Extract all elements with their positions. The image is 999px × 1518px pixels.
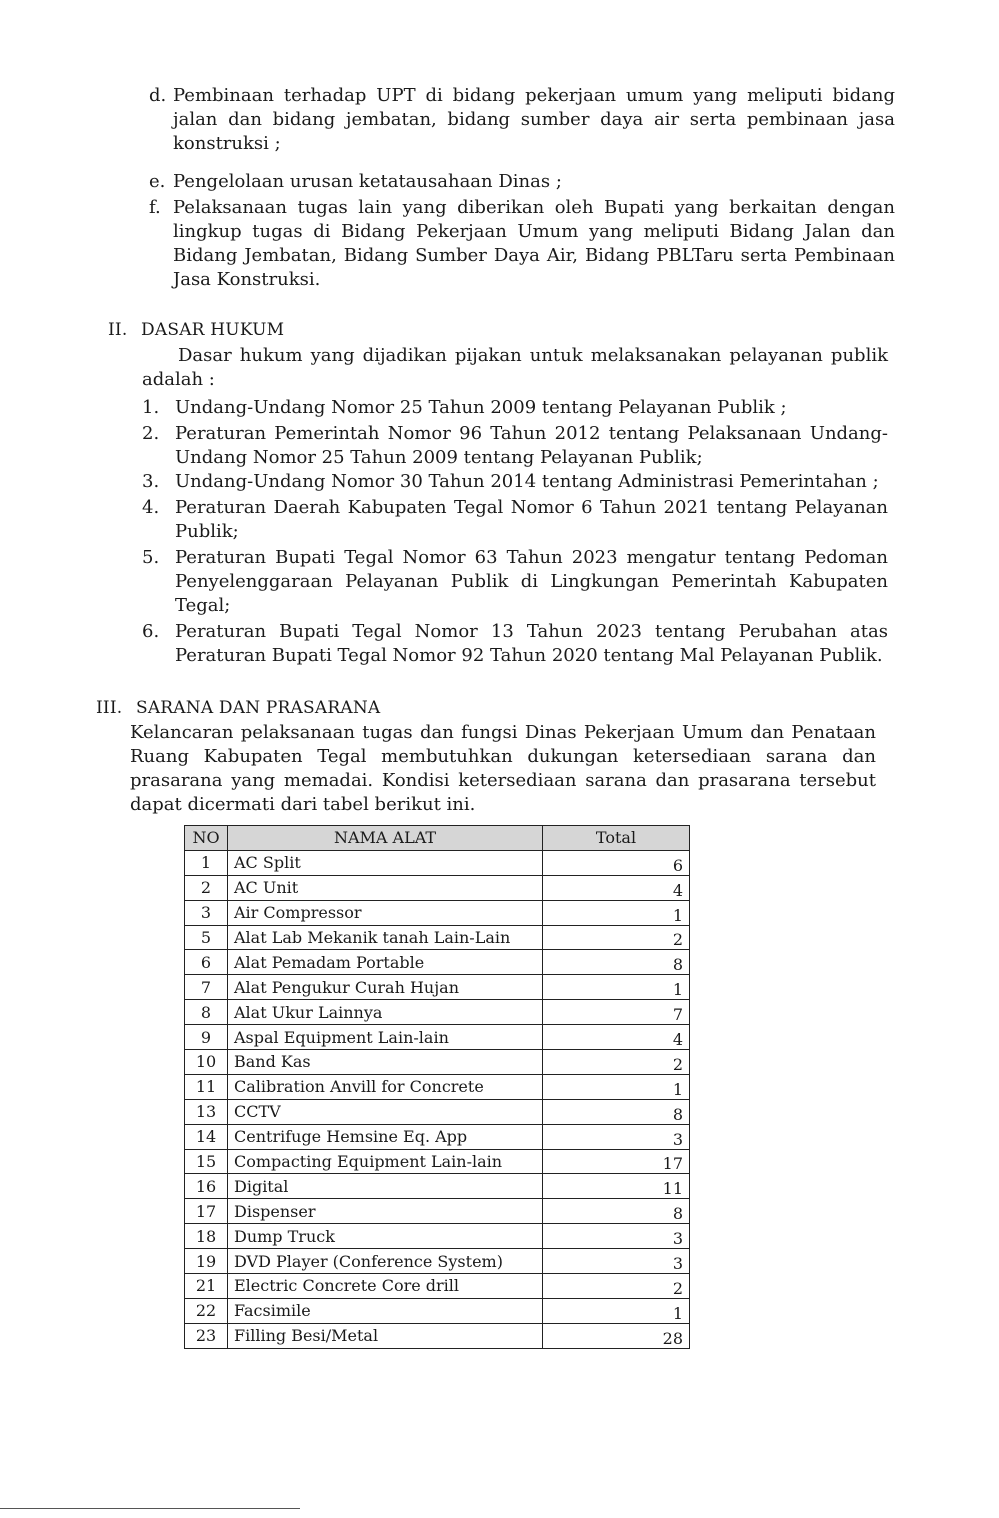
- cell-nama-alat: Dump Truck: [228, 1224, 543, 1249]
- cell-no: 13: [185, 1099, 228, 1124]
- list-item-text: Pelaksanaan tugas lain yang diberikan oleh Bupati yang berkaitan dengan lingkup tugas di Bidang Pekerjaan Umum yang meliputi Bidang Jalan dan Bidang Jembatan, Bidang Sumber Daya Air, Bidang PBLTaru serta Pembinaan Jasa Konstruksi.: [173, 197, 895, 290]
- section-title: SARANA DAN PRASARANA: [135, 698, 381, 718]
- cell-no: 11: [185, 1074, 228, 1099]
- cell-no: 1: [185, 850, 228, 875]
- table-row: [185, 1124, 690, 1149]
- cell-nama-alat: AC Unit: [228, 875, 543, 900]
- cell-total: 2: [543, 925, 690, 950]
- table-row: [185, 1050, 690, 1075]
- cell-no: 3: [185, 900, 228, 925]
- cell-no: 15: [185, 1149, 228, 1174]
- section-intro: Dasar hukum yang dijadikan pijakan untuk melaksanakan pelayanan publik adalah :: [142, 345, 888, 390]
- section-intro: Kelancaran pelaksanaan tugas dan fungsi Dinas Pekerjaan Umum dan Penataan Ruang Kabupaten Tegal membutuhkan dukungan ketersediaan sarana dan prasarana yang memadai. Kondisi ketersediaan sarana dan prasarana tersebut dapat dicermati dari tabel berikut ini.: [130, 722, 876, 815]
- cell-no: 23: [185, 1323, 228, 1348]
- cell-nama-alat: Centrifuge Hemsine Eq. App: [228, 1124, 543, 1149]
- cell-total: 4: [543, 1025, 690, 1050]
- cell-total: 1: [543, 1298, 690, 1323]
- footer-rule: [0, 1508, 300, 1509]
- legal-basis-item-6: [142, 620, 888, 668]
- cell-no: 16: [185, 1174, 228, 1199]
- header-total: Total: [543, 826, 690, 851]
- cell-nama-alat: Filling Besi/Metal: [228, 1323, 543, 1348]
- cell-nama-alat: Alat Pemadam Portable: [228, 950, 543, 975]
- cell-total: 7: [543, 1000, 690, 1025]
- table-header-row: [185, 826, 690, 851]
- cell-total: 8: [543, 1199, 690, 1224]
- cell-no: 8: [185, 1000, 228, 1025]
- cell-total: 3: [543, 1124, 690, 1149]
- list-item-text: Pembinaan terhadap UPT di bidang pekerjaan umum yang meliputi bidang jalan dan bidang jembatan, bidang sumber daya air serta pembinaan jasa konstruksi ;: [173, 85, 895, 154]
- section-title: DASAR HUKUM: [141, 320, 285, 340]
- cell-total: 6: [543, 850, 690, 875]
- cell-nama-alat: Band Kas: [228, 1050, 543, 1075]
- list-marker: 2.: [142, 423, 160, 444]
- cell-total: 8: [543, 950, 690, 975]
- table-row: [185, 1000, 690, 1025]
- cell-nama-alat: Alat Pengukur Curah Hujan: [228, 975, 543, 1000]
- cell-nama-alat: CCTV: [228, 1099, 543, 1124]
- table-row: [185, 950, 690, 975]
- section-number: III.: [96, 698, 123, 718]
- table-row: [185, 1074, 690, 1099]
- table-row: [185, 1199, 690, 1224]
- legal-basis-item-4: [142, 496, 888, 544]
- cell-no: 18: [185, 1224, 228, 1249]
- list-marker: f.: [149, 197, 161, 218]
- list-marker: 4.: [142, 497, 160, 518]
- cell-total: 1: [543, 975, 690, 1000]
- cell-no: 7: [185, 975, 228, 1000]
- list-item-f: [149, 196, 895, 292]
- header-no: NO: [185, 826, 228, 851]
- table-row: [185, 925, 690, 950]
- table-row: [185, 1224, 690, 1249]
- equipment-table: [184, 825, 690, 1349]
- table-row: [185, 875, 690, 900]
- cell-no: 2: [185, 875, 228, 900]
- table-row: [185, 1099, 690, 1124]
- table-row: [185, 1298, 690, 1323]
- cell-nama-alat: Alat Lab Mekanik tanah Lain-Lain: [228, 925, 543, 950]
- cell-nama-alat: Facsimile: [228, 1298, 543, 1323]
- cell-nama-alat: Electric Concrete Core drill: [228, 1274, 543, 1299]
- cell-no: 9: [185, 1025, 228, 1050]
- table-row: [185, 850, 690, 875]
- list-marker: 6.: [142, 621, 160, 642]
- list-item-text: Undang-Undang Nomor 25 Tahun 2009 tentang Pelayanan Publik ;: [175, 397, 787, 418]
- cell-nama-alat: DVD Player (Conference System): [228, 1249, 543, 1274]
- section-heading-ii: [108, 318, 284, 342]
- table-row: [185, 975, 690, 1000]
- cell-total: 4: [543, 875, 690, 900]
- legal-basis-item-1: [142, 396, 888, 420]
- cell-total: 3: [543, 1224, 690, 1249]
- legal-basis-item-3: [142, 470, 888, 494]
- list-marker: 3.: [142, 471, 160, 492]
- list-item-text: Peraturan Daerah Kabupaten Tegal Nomor 6 Tahun 2021 tentang Pelayanan Publik;: [175, 497, 888, 542]
- section-heading-iii: [96, 696, 380, 720]
- list-item-d: [149, 84, 895, 156]
- cell-no: 17: [185, 1199, 228, 1224]
- cell-no: 5: [185, 925, 228, 950]
- cell-nama-alat: Compacting Equipment Lain-lain: [228, 1149, 543, 1174]
- header-nama-alat: NAMA ALAT: [228, 826, 543, 851]
- list-marker: 5.: [142, 547, 160, 568]
- cell-total: 2: [543, 1274, 690, 1299]
- cell-no: 19: [185, 1249, 228, 1274]
- cell-no: 21: [185, 1274, 228, 1299]
- table-row: [185, 1274, 690, 1299]
- cell-total: 8: [543, 1099, 690, 1124]
- cell-total: 2: [543, 1050, 690, 1075]
- legal-basis-item-2: [142, 422, 888, 470]
- cell-total: 17: [543, 1149, 690, 1174]
- cell-total: 1: [543, 1074, 690, 1099]
- cell-no: 14: [185, 1124, 228, 1149]
- list-item-text: Undang-Undang Nomor 30 Tahun 2014 tentang Administrasi Pemerintahan ;: [175, 471, 879, 492]
- cell-nama-alat: Alat Ukur Lainnya: [228, 1000, 543, 1025]
- cell-nama-alat: Air Compressor: [228, 900, 543, 925]
- cell-no: 6: [185, 950, 228, 975]
- cell-total: 28: [543, 1323, 690, 1348]
- cell-nama-alat: Aspal Equipment Lain-lain: [228, 1025, 543, 1050]
- cell-total: 11: [543, 1174, 690, 1199]
- table-row: [185, 1249, 690, 1274]
- cell-total: 3: [543, 1249, 690, 1274]
- table-row: [185, 1174, 690, 1199]
- cell-nama-alat: Digital: [228, 1174, 543, 1199]
- cell-total: 1: [543, 900, 690, 925]
- section-number: II.: [108, 320, 128, 340]
- table-row: [185, 1323, 690, 1348]
- list-item-e: [149, 170, 895, 194]
- list-item-text: Peraturan Bupati Tegal Nomor 13 Tahun 2023 tentang Perubahan atas Peraturan Bupati Tegal Nomor 92 Tahun 2020 tentang Mal Pelayanan Publik.: [175, 621, 888, 666]
- table-body: [185, 850, 690, 1348]
- cell-no: 22: [185, 1298, 228, 1323]
- cell-nama-alat: Dispenser: [228, 1199, 543, 1224]
- cell-no: 10: [185, 1050, 228, 1075]
- cell-nama-alat: Calibration Anvill for Concrete: [228, 1074, 543, 1099]
- legal-basis-item-5: [142, 546, 888, 618]
- list-marker: d.: [149, 85, 167, 106]
- list-item-text: Peraturan Pemerintah Nomor 96 Tahun 2012 tentang Pelaksanaan Undang-Undang Nomor 25 Tahun 2009 tentang Pelayanan Publik;: [175, 423, 888, 468]
- list-marker: 1.: [142, 397, 160, 418]
- list-item-text: Pengelolaan urusan ketatausahaan Dinas ;: [173, 171, 562, 192]
- table-row: [185, 900, 690, 925]
- list-item-text: Peraturan Bupati Tegal Nomor 63 Tahun 2023 mengatur tentang Pedoman Penyelenggaraan Pelayanan Publik di Lingkungan Pemerintah Kabupaten Tegal;: [175, 547, 888, 616]
- list-marker: e.: [149, 171, 166, 192]
- table-row: [185, 1025, 690, 1050]
- cell-nama-alat: AC Split: [228, 850, 543, 875]
- table-row: [185, 1149, 690, 1174]
